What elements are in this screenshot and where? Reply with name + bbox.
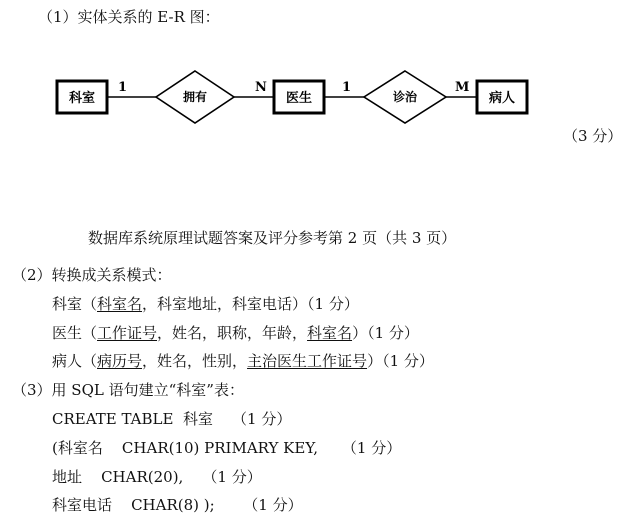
entity-dept-label: 科室 xyxy=(68,91,96,106)
entity-patient-label: 病人 xyxy=(488,91,516,106)
relation-doctor-pre: 医生（ xyxy=(52,324,98,342)
entity-patient xyxy=(477,81,527,113)
cardinality-doctor-own: N xyxy=(255,80,267,95)
relation-dept-key: 科室名 xyxy=(97,295,143,313)
relationship-treat xyxy=(364,71,446,123)
relation-dept xyxy=(52,295,359,313)
page-footer: 数据库系统原理试题答案及评分参考第 2 页（共 3 页） xyxy=(88,229,457,247)
section1-score: （3 分） xyxy=(563,127,623,145)
relation-doctor-fk: 科室名 xyxy=(307,324,353,342)
relation-patient-rest: ）（1 分） xyxy=(367,352,434,370)
relation-patient-key: 病历号 xyxy=(97,352,143,370)
er-diagram xyxy=(0,0,623,150)
section1-heading: （1）实体关系的 E-R 图： xyxy=(38,8,220,26)
relation-patient-mid: ，姓名，性别， xyxy=(142,352,248,370)
relationship-own-label: 拥有 xyxy=(182,90,208,104)
relation-doctor xyxy=(52,324,419,342)
relation-doctor-mid: ，姓名，职称，年龄， xyxy=(157,324,308,342)
relationship-own xyxy=(156,71,234,123)
entity-doctor xyxy=(274,81,324,113)
section3-heading: （3）用 SQL 语句建立“科室”表： xyxy=(12,381,244,399)
relation-dept-pre: 科室（ xyxy=(52,295,98,313)
relation-doctor-rest: ）（1 分） xyxy=(352,324,419,342)
entity-dept xyxy=(57,81,107,113)
cardinality-patient: M xyxy=(455,80,470,95)
sql-line-phone: 科室电话 CHAR(8) ); （1 分） xyxy=(52,496,303,514)
relation-patient xyxy=(52,352,434,370)
relation-doctor-key: 工作证号 xyxy=(97,324,158,342)
relation-patient-pre: 病人（ xyxy=(52,352,98,370)
relationship-treat-label: 诊治 xyxy=(392,90,418,104)
sql-line-primary-key: (科室名 CHAR(10) PRIMARY KEY, （1 分） xyxy=(52,439,402,457)
relation-patient-fk: 主治医生工作证号 xyxy=(247,352,368,370)
sql-line-address: 地址 CHAR(20), （1 分） xyxy=(52,468,262,486)
cardinality-dept: 1 xyxy=(118,80,128,95)
cardinality-doctor-treat: 1 xyxy=(342,80,352,95)
section2-heading: （2）转换成关系模式： xyxy=(12,266,172,284)
relation-dept-rest: ，科室地址，科室电话）（1 分） xyxy=(142,295,359,313)
sql-line-create: CREATE TABLE 科室 （1 分） xyxy=(52,410,292,428)
entity-doctor-label: 医生 xyxy=(285,91,313,106)
